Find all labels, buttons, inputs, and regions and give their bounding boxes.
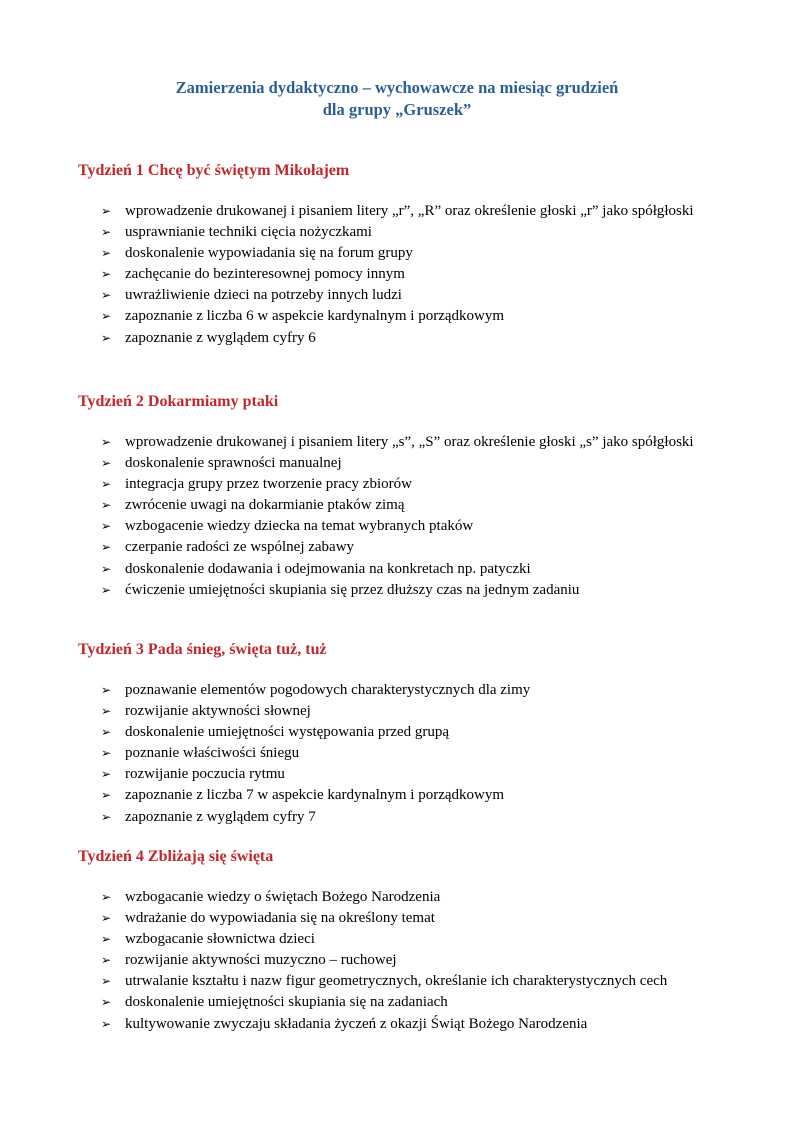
list-item bbox=[0, 243, 794, 264]
list-item bbox=[0, 701, 794, 722]
list-item bbox=[0, 516, 794, 537]
week-2-heading: Tydzień 2 Dokarmiamy ptaki bbox=[78, 393, 279, 410]
list-item-text: zapoznanie z wyglądem cyfry 7 bbox=[125, 808, 316, 825]
arrowhead-bullet-icon: ➢ bbox=[101, 309, 112, 324]
list-item bbox=[0, 264, 794, 285]
arrowhead-bullet-icon: ➢ bbox=[101, 456, 112, 471]
arrowhead-bullet-icon: ➢ bbox=[101, 995, 112, 1010]
list-item-text: utrwalanie kształtu i nazw figur geometrycznych, określanie ich charakterystycznych cech bbox=[125, 973, 668, 990]
list-item bbox=[0, 929, 794, 950]
list-item-text: zwrócenie uwagi na dokarmianie ptaków zimą bbox=[125, 497, 405, 514]
list-item-text: ćwiczenie umiejętności skupiania się przez dłuższy czas na jednym zadaniu bbox=[125, 581, 580, 598]
list-item-text: doskonalenie umiejętności skupiania się na zadaniach bbox=[125, 994, 448, 1011]
arrowhead-bullet-icon: ➢ bbox=[101, 519, 112, 534]
week-1-heading: Tydzień 1 Chcę być świętym Mikołajem bbox=[78, 162, 350, 179]
arrowhead-bullet-icon: ➢ bbox=[101, 267, 112, 282]
list-item-text: wzbogacenie wiedzy dziecka na temat wybranych ptaków bbox=[125, 518, 474, 535]
list-item-text: zapoznanie z wyglądem cyfry 6 bbox=[125, 329, 316, 346]
list-item bbox=[0, 971, 794, 992]
week-4-heading: Tydzień 4 Zbliżają się święta bbox=[78, 848, 274, 865]
list-item-text: zapoznanie z liczba 6 w aspekcie kardynalnym i porządkowym bbox=[125, 308, 505, 325]
arrowhead-bullet-icon: ➢ bbox=[101, 330, 112, 345]
arrowhead-bullet-icon: ➢ bbox=[101, 890, 112, 904]
arrowhead-bullet-icon: ➢ bbox=[101, 435, 112, 449]
arrowhead-bullet-icon: ➢ bbox=[101, 246, 112, 261]
list-item bbox=[0, 432, 794, 453]
list-item-text: doskonalenie sprawności manualnej bbox=[125, 455, 342, 472]
arrowhead-bullet-icon: ➢ bbox=[101, 788, 112, 803]
list-item-text: poznawanie elementów pogodowych charakterystycznych dla zimy bbox=[125, 682, 531, 698]
list-item bbox=[0, 950, 794, 971]
week-3-list bbox=[0, 680, 794, 828]
arrowhead-bullet-icon: ➢ bbox=[101, 204, 112, 218]
list-item-text: doskonalenie wypowiadania się na forum grupy bbox=[125, 245, 413, 262]
arrowhead-bullet-icon: ➢ bbox=[101, 932, 112, 947]
list-item-text: wzbogacanie wiedzy o świętach Bożego Narodzenia bbox=[125, 889, 441, 905]
list-item bbox=[0, 580, 794, 601]
list-item bbox=[0, 306, 794, 327]
arrowhead-bullet-icon: ➢ bbox=[101, 225, 112, 240]
arrowhead-bullet-icon: ➢ bbox=[101, 974, 112, 989]
list-item-text: doskonalenie umiejętności występowania przed grupą bbox=[125, 724, 450, 741]
list-item bbox=[0, 559, 794, 580]
list-item bbox=[0, 908, 794, 929]
arrowhead-bullet-icon: ➢ bbox=[101, 582, 112, 597]
list-item-text: wprowadzenie drukowanej i pisaniem litery „s”, „S” oraz określenie głoski „s” jako spółgłoski bbox=[125, 434, 694, 450]
list-item bbox=[0, 680, 794, 701]
list-item bbox=[0, 764, 794, 785]
arrowhead-bullet-icon: ➢ bbox=[101, 746, 112, 761]
list-item-text: wdrażanie do wypowiadania się na określony temat bbox=[125, 910, 435, 927]
list-item-text: doskonalenie dodawania i odejmowania na konkretach np. patyczki bbox=[125, 560, 531, 577]
title-line-2: dla grupy „Gruszek” bbox=[322, 100, 472, 119]
list-item bbox=[0, 537, 794, 558]
list-item bbox=[0, 887, 794, 908]
list-item-text: poznanie właściwości śniegu bbox=[125, 745, 300, 762]
document-title bbox=[0, 77, 794, 121]
list-item bbox=[0, 285, 794, 306]
list-item bbox=[0, 222, 794, 243]
arrowhead-bullet-icon: ➢ bbox=[101, 683, 112, 697]
list-item bbox=[0, 474, 794, 495]
arrowhead-bullet-icon: ➢ bbox=[101, 498, 112, 513]
arrowhead-bullet-icon: ➢ bbox=[101, 477, 112, 492]
list-item-text: integracja grupy przez tworzenie pracy zbiorów bbox=[125, 476, 412, 493]
list-item bbox=[0, 328, 794, 349]
list-item-text: rozwijanie aktywności muzyczno – ruchowej bbox=[125, 952, 397, 969]
arrowhead-bullet-icon: ➢ bbox=[101, 725, 112, 740]
list-item bbox=[0, 453, 794, 474]
arrowhead-bullet-icon: ➢ bbox=[101, 911, 112, 926]
arrowhead-bullet-icon: ➢ bbox=[101, 540, 112, 555]
list-item-text: czerpanie radości ze wspólnej zabawy bbox=[125, 539, 355, 556]
list-item bbox=[0, 722, 794, 743]
list-item-text: kultywowanie zwyczaju składania życzeń z okazji Świąt Bożego Narodzenia bbox=[125, 1015, 588, 1032]
week-1-list bbox=[0, 201, 794, 349]
arrowhead-bullet-icon: ➢ bbox=[101, 561, 112, 576]
list-item bbox=[0, 743, 794, 764]
arrowhead-bullet-icon: ➢ bbox=[101, 1016, 112, 1031]
list-item bbox=[0, 495, 794, 516]
list-item-text: rozwijanie aktywności słownej bbox=[125, 703, 311, 720]
list-item-text: uwrażliwienie dzieci na potrzeby innych ludzi bbox=[125, 287, 402, 304]
title-line-1: Zamierzenia dydaktyczno – wychowawcze na miesiąc grudzień bbox=[175, 78, 619, 97]
list-item-text: wzbogacanie słownictwa dzieci bbox=[125, 931, 315, 948]
week-4-list bbox=[0, 887, 794, 1035]
list-item-text: zachęcanie do bezinteresownej pomocy innym bbox=[125, 266, 405, 283]
list-item-text: wprowadzenie drukowanej i pisaniem litery „r”, „R” oraz określenie głoski „r” jako spółgłoski bbox=[125, 203, 694, 219]
list-item-text: rozwijanie poczucia rytmu bbox=[125, 766, 285, 783]
list-item-text: zapoznanie z liczba 7 w aspekcie kardynalnym i porządkowym bbox=[125, 787, 505, 804]
list-item bbox=[0, 992, 794, 1013]
list-item-text: usprawnianie techniki cięcia nożyczkami bbox=[125, 224, 372, 241]
list-item bbox=[0, 785, 794, 806]
arrowhead-bullet-icon: ➢ bbox=[101, 767, 112, 782]
list-item bbox=[0, 807, 794, 828]
week-2-list bbox=[0, 432, 794, 601]
week-3-heading: Tydzień 3 Pada śnieg, święta tuż, tuż bbox=[78, 641, 327, 658]
list-item bbox=[0, 201, 794, 222]
arrowhead-bullet-icon: ➢ bbox=[101, 704, 112, 719]
arrowhead-bullet-icon: ➢ bbox=[101, 809, 112, 824]
arrowhead-bullet-icon: ➢ bbox=[101, 288, 112, 303]
arrowhead-bullet-icon: ➢ bbox=[101, 953, 112, 968]
list-item bbox=[0, 1014, 794, 1035]
